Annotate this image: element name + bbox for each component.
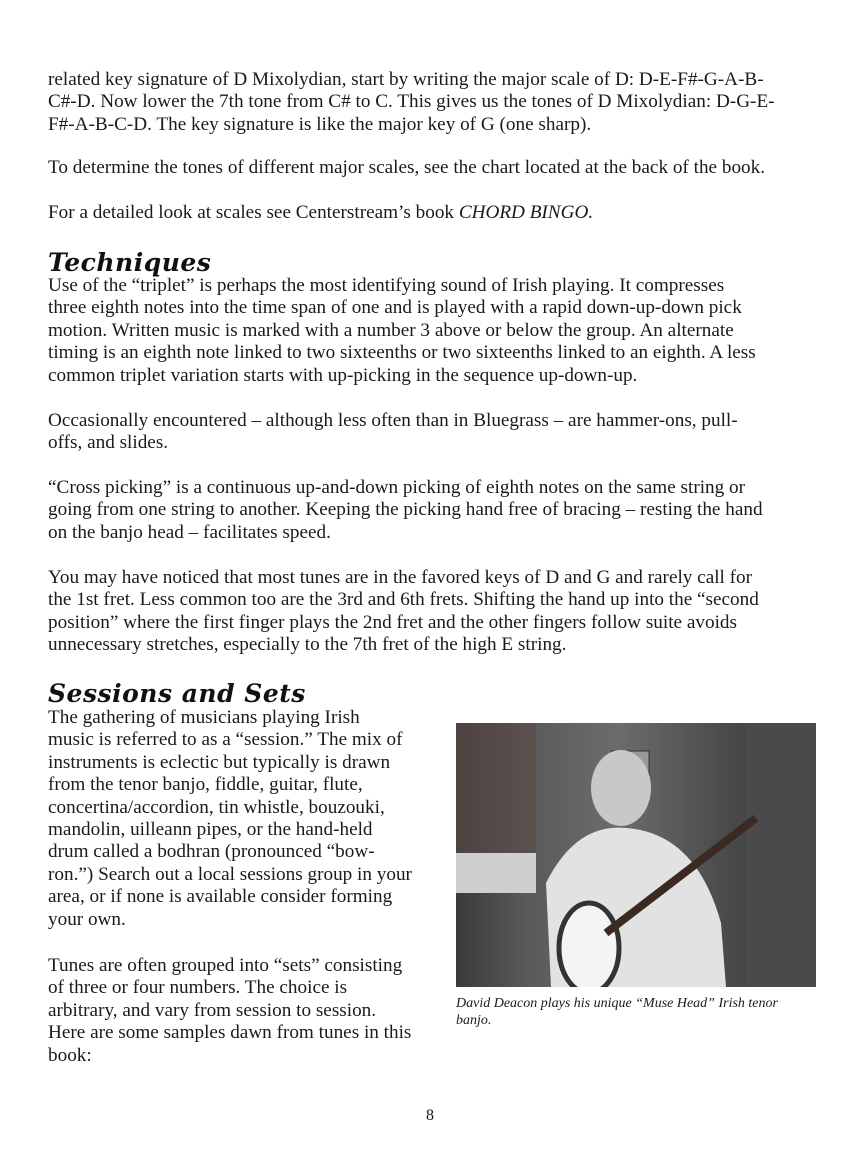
text-line: concertina/accordion, tin whistle, bouzouki,	[48, 797, 385, 818]
reference-text: For a detailed look at scales see Centerstream’s book	[48, 202, 459, 223]
text-line: common triplet variation starts with up-picking in the sequence up-down-up.	[48, 365, 638, 386]
text-line: Use of the “triplet” is perhaps the most identifying sound of Irish playing. It compresses	[48, 275, 725, 296]
chord-bingo-reference	[48, 202, 593, 224]
text-line: timing is an eighth note linked to two sixteenths or two sixteenths linked to an eighth. A less	[48, 342, 756, 363]
text-line: drum called a bodhran (pronounced “bow-	[48, 841, 375, 862]
text-line: C#-D. Now lower the 7th tone from C# to C. This gives us the tones of D Mixolydian: D-G-E-	[48, 91, 775, 112]
text-line: from the tenor banjo, fiddle, guitar, flute,	[48, 774, 363, 795]
page-number: 8	[426, 1107, 434, 1124]
banjo-player-photo	[456, 723, 816, 987]
text-line: To determine the tones of different major scales, see the chart located at the back of the book.	[48, 157, 766, 178]
text-line: arbitrary, and vary from session to session.	[48, 1000, 377, 1021]
text-line: David Deacon plays his unique “Muse Head” Irish tenor	[456, 996, 778, 1011]
text-line: unnecessary stretches, especially to the 7th fret of the high E string.	[48, 634, 567, 655]
text-line: You may have noticed that most tunes are in the favored keys of D and G and rarely call for	[48, 567, 753, 588]
text-line: book:	[48, 1045, 92, 1066]
sessions-heading: Sessions and Sets	[48, 679, 306, 708]
text-line: offs, and slides.	[48, 432, 169, 453]
text-line: music is referred to as a “session.” The mix of	[48, 729, 403, 750]
text-line: related key signature of D Mixolydian, start by writing the major scale of D: D-E-F#-G-A-B-	[48, 69, 764, 90]
text-line: your own.	[48, 909, 126, 930]
text-line: motion. Written music is marked with a number 3 above or below the group. An alternate	[48, 320, 734, 341]
photo-illustration	[456, 723, 816, 987]
text-line: F#-A-B-C-D. The key signature is like the major key of G (one sharp).	[48, 114, 592, 135]
techniques-heading: Techniques	[48, 248, 212, 277]
text-line: on the banjo head – facilitates speed.	[48, 522, 331, 543]
text-line: Here are some samples dawn from tunes in this	[48, 1022, 412, 1043]
text-line: ron.”) Search out a local sessions group in your	[48, 864, 412, 885]
book-title: CHORD BINGO.	[458, 202, 594, 223]
text-line: banjo.	[456, 1013, 492, 1028]
text-line: of three or four numbers. The choice is	[48, 977, 348, 998]
text-line: going from one string to another. Keeping the picking hand free of bracing – resting the hand	[48, 499, 763, 520]
text-line: “Cross picking” is a continuous up-and-down picking of eighth notes on the same string or	[48, 477, 746, 498]
text-line: Tunes are often grouped into “sets” consisting	[48, 955, 403, 976]
text-line: three eighth notes into the time span of one and is played with a rapid down-up-down pick	[48, 297, 742, 318]
text-line: instruments is eclectic but typically is drawn	[48, 752, 391, 773]
text-line: the 1st fret. Less common too are the 3rd and 6th frets. Shifting the hand up into the “second	[48, 589, 759, 610]
text-line: area, or if none is available consider forming	[48, 886, 393, 907]
text-line: mandolin, uilleann pipes, or the hand-held	[48, 819, 373, 840]
text-line: Occasionally encountered – although less often than in Bluegrass – are hammer-ons, pull-	[48, 410, 738, 431]
text-line: position” where the first finger plays the 2nd fret and the other fingers follow suite avoids	[48, 612, 737, 633]
text-line: The gathering of musicians playing Irish	[48, 707, 360, 728]
